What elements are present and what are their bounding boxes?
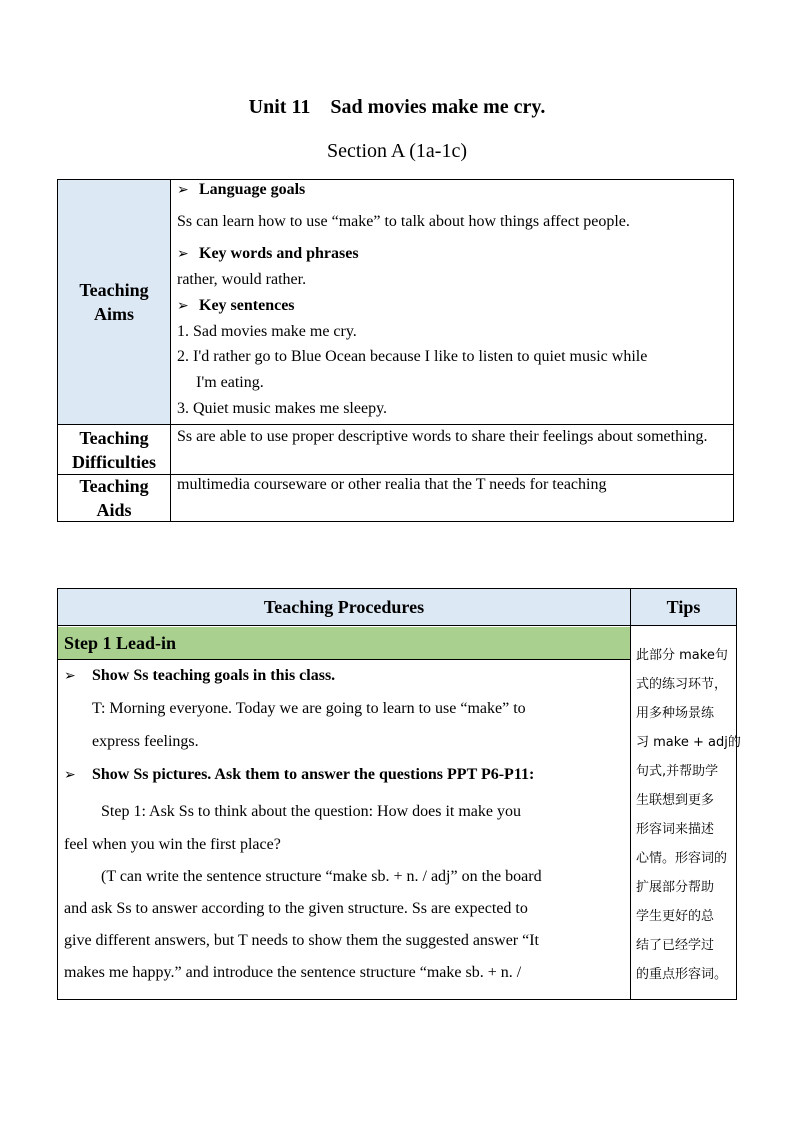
key-words-text: rather, would rather. [177,271,307,288]
bullet-show-goals: ➢ Show Ss teaching goals in this class. [64,667,336,684]
procedure-paragraph-line: makes me happy.” and introduce the sentence structure “make sb. + n. / [64,964,522,981]
teaching-difficulties-label: Teaching Difficulties [58,425,171,474]
step-1-heading: Step 1 Lead-in [58,627,630,660]
column-divider [630,589,631,999]
key-words-heading: ➢ Key words and phrases [177,245,359,262]
teaching-procedures-table [57,588,741,1000]
key-sentence-1: 1. Sad movies make me cry. [177,323,357,340]
procedure-paragraph-line: feel when you win the first place? [64,836,281,853]
bullet-show-pictures: ➢ Show Ss pictures. Ask them to answer the questions PPT P6-P11: [64,766,535,783]
teaching-overview-table [57,179,734,522]
teaching-aids-cell [171,475,733,521]
procedures-header: Teaching Procedures [58,589,630,626]
arrow-bullet-icon: ➢ [177,246,189,262]
procedure-paragraph-line: give different answers, but T needs to show them the suggested answer “It [64,932,539,949]
document-subtitle: Section A (1a-1c) [327,140,467,162]
tips-line: 习 make + adj的 [636,735,741,750]
document-title: Unit 11 Sad movies make me cry. [248,96,546,118]
key-sentence-2-line1: 2. I'd rather go to Blue Ocean because I like to listen to quiet music while [177,348,648,365]
teaching-difficulties-cell [171,425,733,474]
arrow-bullet-icon: ➢ [177,298,189,314]
tips-line: 扩展部分帮助 [636,880,715,895]
procedure-paragraph-line: (T can write the sentence structure “make sb. + n. / adj” on the board [101,868,542,885]
teaching-aims-label [58,180,171,424]
aims-label-line2: Aims [93,304,134,324]
key-sentence-2-line2: I'm eating. [196,374,264,391]
procedure-paragraph-line: Step 1: Ask Ss to think about the question: How does it make you [101,803,521,820]
tips-content [636,641,741,989]
tips-line: 式的练习环节， [636,677,728,692]
arrow-bullet-icon: ➢ [64,668,76,684]
teaching-aims-cell [171,180,733,424]
tips-line: 结了已经学过 [636,938,715,953]
tips-line: 形容词来描述 [636,822,715,837]
procedure-paragraph-line: and ask Ss to answer according to the given structure. Ss are expected to [64,900,528,917]
tips-line: 此部分 make句 [636,648,728,663]
aims-label-line1: Teaching [79,280,149,300]
key-sentence-3: 3. Quiet music makes me sleepy. [177,400,388,417]
tips-line: 句式,并帮助学 [636,764,719,779]
difficulties-text: Ss are able to use proper descriptive words to share their feelings about something. [177,428,708,445]
teacher-line-2: express feelings. [92,733,199,750]
key-sentences-heading: ➢ Key sentences [177,297,295,314]
teacher-line-1: T: Morning everyone. Today we are going to learn to use “make” to [92,700,526,717]
arrow-bullet-icon: ➢ [177,182,189,198]
arrow-bullet-icon: ➢ [64,767,76,783]
tips-line: 的重点形容词。 [636,967,728,982]
teaching-aids-label: Teaching Aids [58,475,171,521]
aids-text: multimedia courseware or other realia that the T needs for teaching [177,476,607,493]
tips-line: 心情。形容词的 [636,851,728,866]
tips-line: 生联想到更多 [636,793,715,808]
tips-header: Tips [631,589,736,626]
tips-line: 用多种场景练 [636,706,715,721]
language-goals-heading: ➢ Language goals [177,181,306,198]
language-goals-text: Ss can learn how to use “make” to talk about how things affect people. [177,213,630,230]
tips-line: 学生更好的总 [636,909,715,924]
